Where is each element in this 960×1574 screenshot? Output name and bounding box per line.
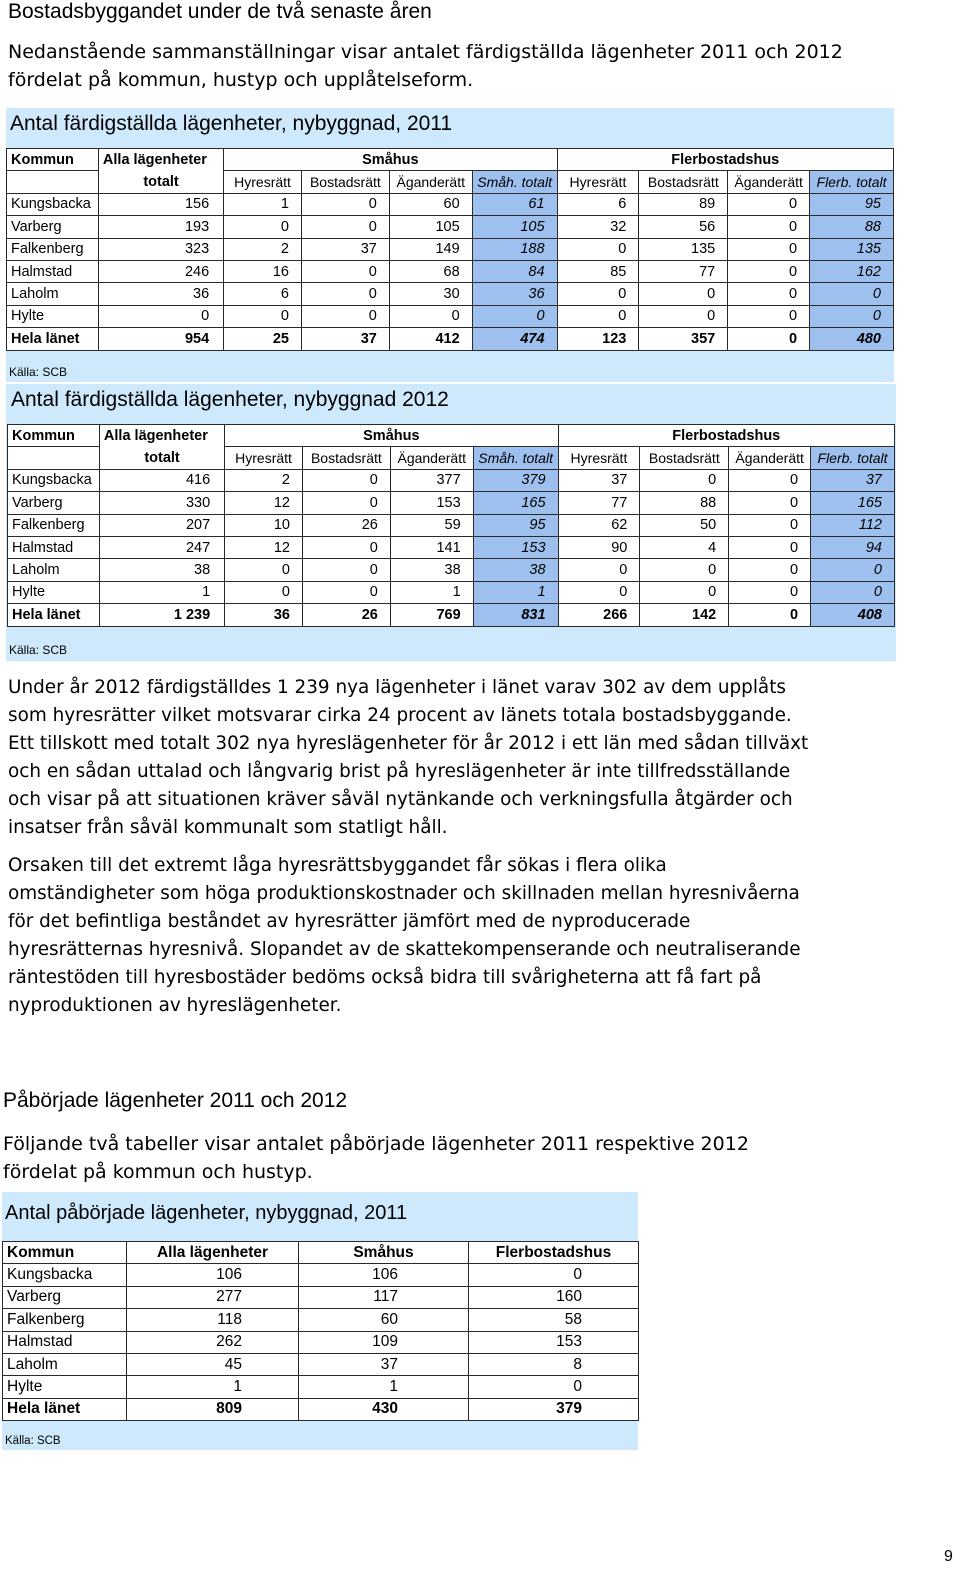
- source-label: Källa: SCB: [5, 1435, 61, 1447]
- table-cell: 0: [728, 193, 810, 215]
- table-cell: 153: [390, 492, 473, 514]
- row-label-kommun: Falkenberg: [7, 238, 99, 260]
- table-cell: 0: [98, 305, 223, 327]
- paragraph-line: Ett tillskott med totalt 302 nya hyreslägenheter för år 2012 i ett län med sådan tillväxt: [8, 733, 809, 754]
- table-total-row: [7, 328, 894, 350]
- table-cell: 357: [639, 328, 728, 350]
- row-label-kommun: Hela länet: [7, 328, 99, 350]
- table-cell: 2: [225, 469, 303, 491]
- row-label-kommun: Halmstad: [8, 536, 100, 558]
- table-cell: 769: [390, 604, 473, 626]
- table-row: [8, 581, 895, 603]
- table-cell: 4: [640, 536, 729, 558]
- table-cell: 37: [301, 238, 389, 260]
- table-title-started-2011: Antal påbörjade lägenheter, nybyggnad, 2011: [5, 1202, 408, 1224]
- row-label-kommun: Laholm: [8, 559, 100, 581]
- row-label-kommun: Falkenberg: [3, 1309, 127, 1331]
- table-cell: 0: [729, 536, 811, 558]
- header-alla-lagenheter: Alla lägenheter: [99, 425, 224, 447]
- row-label-kommun: Hela länet: [3, 1398, 127, 1420]
- table-cell: 207: [99, 514, 224, 536]
- table-row: [8, 469, 895, 491]
- table-cell: 193: [98, 216, 223, 238]
- table-title-completed-2011: Antal färdigställda lägenheter, nybyggnad, 2011: [10, 112, 453, 135]
- table-cell: 0: [302, 492, 390, 514]
- paragraph-1: [8, 674, 808, 842]
- subheader-cell: Hyresrätt: [225, 447, 303, 469]
- table-cell: 0: [301, 216, 389, 238]
- table-cell: 160: [469, 1286, 639, 1308]
- table-cell: 0: [302, 536, 390, 558]
- row-label-kommun: Hylte: [8, 581, 100, 603]
- table-cell: 26: [302, 604, 390, 626]
- table-row: [7, 283, 894, 305]
- table-cell: 106: [299, 1264, 469, 1286]
- table-cell: 95: [810, 193, 894, 215]
- table-title-completed-2012: Antal färdigställda lägenheter, nybyggnad 2012: [11, 388, 449, 411]
- row-label-kommun: Varberg: [8, 492, 100, 514]
- table-row: [7, 216, 894, 238]
- table-cell: 156: [98, 193, 223, 215]
- table-cell: 474: [472, 328, 557, 350]
- table-cell: 408: [811, 604, 895, 626]
- table-cell: 412: [389, 328, 472, 350]
- header-empty: [8, 447, 100, 469]
- table-cell: 0: [639, 305, 728, 327]
- table-cell: 77: [639, 260, 728, 282]
- paragraph-line: omständigheter som höga produktionskostnader och skillnaden mellan hyresnivåerna: [8, 883, 800, 904]
- table-cell: 954: [98, 328, 223, 350]
- table-row: [7, 193, 894, 215]
- table-header-row: [3, 1242, 639, 1264]
- table-cell: 0: [640, 559, 729, 581]
- row-label-kommun: Varberg: [3, 1286, 127, 1308]
- table-row: [3, 1309, 639, 1331]
- row-label-kommun: Laholm: [3, 1353, 127, 1375]
- table-cell: 1 239: [99, 604, 224, 626]
- table-cell: 0: [729, 492, 811, 514]
- table-cell: 1: [99, 581, 224, 603]
- subheader-cell: Hyresrätt: [224, 171, 302, 193]
- table-cell: 831: [473, 604, 558, 626]
- table-cell: 37: [299, 1353, 469, 1375]
- table-cell: 0: [639, 283, 728, 305]
- table-cell: 165: [473, 492, 558, 514]
- paragraph-line: för det befintliga beståndet av hyresrätter jämfört med de nyproducerade: [8, 911, 691, 932]
- source-label: Källa: SCB: [9, 643, 68, 657]
- table-cell: 1: [299, 1376, 469, 1398]
- table-cell: 38: [99, 559, 224, 581]
- paragraph-line: räntestöden till hyresbostäder bedöms också bidra till svårigheterna att få fart på: [8, 967, 762, 988]
- table-cell: 118: [127, 1309, 299, 1331]
- subheader-cell: Småh. totalt: [473, 447, 558, 469]
- table-cell: 0: [729, 514, 811, 536]
- table-cell: 16: [224, 260, 302, 282]
- subheader-cell: Bostadsrätt: [301, 171, 389, 193]
- header-alla-lagenheter: Alla lägenheter: [98, 149, 223, 171]
- table-cell: 36: [225, 604, 303, 626]
- header-kommun: Kommun: [3, 1242, 127, 1264]
- row-label-kommun: Halmstad: [7, 260, 99, 282]
- table-cell: 85: [557, 260, 639, 282]
- table-total-row: [3, 1398, 639, 1420]
- table-cell: 123: [557, 328, 639, 350]
- table-header-row: [7, 149, 894, 171]
- table-cell: 135: [639, 238, 728, 260]
- table-cell: 379: [473, 469, 558, 491]
- table-cell: 61: [472, 193, 557, 215]
- table-cell: 153: [469, 1331, 639, 1353]
- table-row: [3, 1331, 639, 1353]
- table-cell: 12: [225, 492, 303, 514]
- paragraph-line: nyproduktionen av hyreslägenheter.: [8, 995, 342, 1016]
- table-cell: 0: [301, 283, 389, 305]
- table-cell: 0: [811, 559, 895, 581]
- table-cell: 56: [639, 216, 728, 238]
- table-cell: 0: [302, 559, 390, 581]
- section-intro-1: [8, 38, 843, 94]
- table-cell: 1: [224, 193, 302, 215]
- table-cell: 10: [225, 514, 303, 536]
- table-row: [3, 1264, 639, 1286]
- table-cell: 0: [302, 469, 390, 491]
- table-cell: 379: [469, 1398, 639, 1420]
- header-kommun: Kommun: [8, 425, 100, 447]
- table-cell: 106: [127, 1264, 299, 1286]
- table-cell: 0: [557, 305, 639, 327]
- table-cell: 246: [98, 260, 223, 282]
- header-smahus: Småhus: [225, 425, 558, 447]
- table-cell: 0: [640, 469, 729, 491]
- subheader-cell: Äganderätt: [729, 447, 811, 469]
- table-cell: 90: [558, 536, 640, 558]
- table-cell: 0: [472, 305, 557, 327]
- table-cell: 0: [225, 581, 303, 603]
- section-heading-bostadsbyggande: Bostadsbyggandet under de två senaste åren: [8, 0, 432, 23]
- table-cell: 88: [640, 492, 729, 514]
- table-cell: 430: [299, 1398, 469, 1420]
- table-cell: 37: [811, 469, 895, 491]
- table-cell: 377: [390, 469, 473, 491]
- table-cell: 1: [390, 581, 473, 603]
- paragraph-line: hyresrätternas hyresnivå. Slopandet av de skattekompenserande och neutraliserande: [8, 939, 801, 960]
- table-cell: 141: [390, 536, 473, 558]
- paragraph-line: insatser från såväl kommunalt som statligt håll.: [8, 817, 448, 838]
- table-cell: 262: [127, 1331, 299, 1353]
- table-cell: 25: [224, 328, 302, 350]
- header-empty: [7, 171, 99, 193]
- header-smahus: Småhus: [299, 1242, 469, 1264]
- row-label-kommun: Falkenberg: [8, 514, 100, 536]
- paragraph-line: Orsaken till det extremt låga hyresrättsbyggandet får sökas i flera olika: [8, 855, 667, 876]
- subheader-cell: Hyresrätt: [558, 447, 640, 469]
- table-cell: 95: [473, 514, 558, 536]
- header-kommun: Kommun: [7, 149, 99, 171]
- table-cell: 0: [225, 559, 303, 581]
- table-row: [3, 1353, 639, 1375]
- row-label-kommun: Kungsbacka: [3, 1264, 127, 1286]
- intro-line: fördelat på kommun, hustyp och upplåtelseform.: [8, 69, 474, 91]
- table-row: [7, 260, 894, 282]
- table-cell: 0: [811, 581, 895, 603]
- page-number: 9: [944, 1548, 953, 1565]
- table-cell: 2: [224, 238, 302, 260]
- table-cell: 0: [728, 328, 810, 350]
- table-cell: 0: [224, 216, 302, 238]
- subheader-cell: Bostadsrätt: [302, 447, 390, 469]
- table-started-2011: [2, 1241, 639, 1421]
- table-cell: 0: [558, 559, 640, 581]
- table-cell: 32: [557, 216, 639, 238]
- table-cell: 50: [640, 514, 729, 536]
- subheader-cell: Bostadsrätt: [640, 447, 729, 469]
- section-heading-paborjade: Påbörjade lägenheter 2011 och 2012: [3, 1089, 348, 1112]
- table-cell: 89: [639, 193, 728, 215]
- table-cell: 88: [810, 216, 894, 238]
- row-label-kommun: Kungsbacka: [7, 193, 99, 215]
- table-cell: 38: [473, 559, 558, 581]
- table-row: [8, 559, 895, 581]
- table-cell: 12: [225, 536, 303, 558]
- table-cell: 330: [99, 492, 224, 514]
- table-cell: 0: [469, 1264, 639, 1286]
- row-label-kommun: Laholm: [7, 283, 99, 305]
- subheader-cell: Äganderätt: [390, 447, 473, 469]
- row-label-kommun: Hylte: [3, 1376, 127, 1398]
- table-cell: 809: [127, 1398, 299, 1420]
- table-row: [7, 305, 894, 327]
- table-cell: 109: [299, 1331, 469, 1353]
- table-cell: 26: [302, 514, 390, 536]
- table-cell: 149: [389, 238, 472, 260]
- header-alla-lagenheter: Alla lägenheter: [127, 1242, 299, 1264]
- intro-line: Nedanstående sammanställningar visar antalet färdigställda lägenheter 2011 och 2012: [8, 41, 843, 63]
- table-completed-2011: [6, 148, 894, 351]
- table-row: [3, 1286, 639, 1308]
- table-cell: 105: [389, 216, 472, 238]
- table-header-row: [8, 425, 895, 447]
- table-total-row: [8, 604, 895, 626]
- header-flerbostadshus: Flerbostadshus: [558, 425, 894, 447]
- row-label-kommun: Kungsbacka: [8, 469, 100, 491]
- section-intro-2: [3, 1130, 749, 1186]
- table-cell: 0: [301, 260, 389, 282]
- table-cell: 188: [472, 238, 557, 260]
- table-row: [3, 1376, 639, 1398]
- table-cell: 142: [640, 604, 729, 626]
- table-cell: 1: [127, 1376, 299, 1398]
- row-label-kommun: Hela länet: [8, 604, 100, 626]
- table-row: [7, 238, 894, 260]
- paragraph-line: Under år 2012 färdigställdes 1 239 nya lägenheter i länet varav 302 av dem upplåts: [8, 677, 786, 698]
- table-cell: 480: [810, 328, 894, 350]
- paragraph-2: [8, 852, 801, 1020]
- table-cell: 36: [472, 283, 557, 305]
- table-cell: 0: [640, 581, 729, 603]
- table-row: [8, 492, 895, 514]
- table-cell: 153: [473, 536, 558, 558]
- table-cell: 30: [389, 283, 472, 305]
- paragraph-line: och visar på att situationen kräver såväl nytänkande och verkningsfulla åtgärder och: [8, 789, 793, 810]
- table-cell: 0: [810, 305, 894, 327]
- row-label-kommun: Varberg: [7, 216, 99, 238]
- table-cell: 37: [558, 469, 640, 491]
- table-cell: 60: [389, 193, 472, 215]
- header-totalt: totalt: [98, 171, 223, 193]
- table-cell: 0: [557, 283, 639, 305]
- header-flerbostadshus: Flerbostadshus: [557, 149, 893, 171]
- table-cell: 112: [811, 514, 895, 536]
- table-cell: 0: [302, 581, 390, 603]
- paragraph-line: och en sådan uttalad och långvarig brist på hyreslägenheter är inte tillfredsställande: [8, 761, 791, 782]
- table-cell: 60: [299, 1309, 469, 1331]
- table-cell: 0: [810, 283, 894, 305]
- table-cell: 0: [729, 604, 811, 626]
- table-row: [8, 514, 895, 536]
- table-cell: 6: [557, 193, 639, 215]
- table-cell: 59: [390, 514, 473, 536]
- subheader-cell: Äganderätt: [389, 171, 472, 193]
- table-cell: 0: [389, 305, 472, 327]
- table-cell: 6: [224, 283, 302, 305]
- table-cell: 84: [472, 260, 557, 282]
- table-cell: 0: [728, 305, 810, 327]
- intro-line: fördelat på kommun och hustyp.: [3, 1161, 313, 1183]
- subheader-cell: Äganderätt: [728, 171, 810, 193]
- table-cell: 162: [810, 260, 894, 282]
- table-cell: 0: [301, 305, 389, 327]
- table-cell: 165: [811, 492, 895, 514]
- table-cell: 37: [301, 328, 389, 350]
- table-cell: 0: [469, 1376, 639, 1398]
- table-row: [8, 536, 895, 558]
- table-cell: 323: [98, 238, 223, 260]
- table-cell: 0: [728, 216, 810, 238]
- subheader-cell: Bostadsrätt: [639, 171, 728, 193]
- row-label-kommun: Hylte: [7, 305, 99, 327]
- header-totalt: totalt: [99, 447, 224, 469]
- table-cell: 0: [728, 238, 810, 260]
- table-completed-2012: [7, 424, 895, 627]
- subheader-cell: Hyresrätt: [557, 171, 639, 193]
- table-cell: 68: [389, 260, 472, 282]
- source-label: Källa: SCB: [9, 365, 68, 379]
- subheader-cell: Flerb. totalt: [811, 447, 895, 469]
- table-cell: 277: [127, 1286, 299, 1308]
- subheader-cell: Flerb. totalt: [810, 171, 894, 193]
- table-cell: 0: [728, 283, 810, 305]
- table-cell: 38: [390, 559, 473, 581]
- table-cell: 105: [472, 216, 557, 238]
- table-cell: 0: [728, 260, 810, 282]
- table-cell: 0: [558, 581, 640, 603]
- table-subheader-row: [7, 171, 894, 193]
- table-cell: 0: [729, 559, 811, 581]
- header-flerbostadshus: Flerbostadshus: [469, 1242, 639, 1264]
- table-cell: 0: [729, 581, 811, 603]
- table-cell: 1: [473, 581, 558, 603]
- table-cell: 8: [469, 1353, 639, 1375]
- table-cell: 416: [99, 469, 224, 491]
- intro-line: Följande två tabeller visar antalet påbörjade lägenheter 2011 respektive 2012: [3, 1133, 749, 1155]
- subheader-cell: Småh. totalt: [472, 171, 557, 193]
- paragraph-line: som hyresrätter vilket motsvarar cirka 24 procent av länets totala bostadsbyggande.: [8, 705, 792, 726]
- table-cell: 247: [99, 536, 224, 558]
- table-cell: 0: [224, 305, 302, 327]
- table-cell: 135: [810, 238, 894, 260]
- table-cell: 45: [127, 1353, 299, 1375]
- table-cell: 36: [98, 283, 223, 305]
- table-cell: 117: [299, 1286, 469, 1308]
- row-label-kommun: Halmstad: [3, 1331, 127, 1353]
- table-cell: 0: [301, 193, 389, 215]
- table-cell: 77: [558, 492, 640, 514]
- table-subheader-row: [8, 447, 895, 469]
- header-smahus: Småhus: [224, 149, 557, 171]
- table-cell: 58: [469, 1309, 639, 1331]
- table-cell: 266: [558, 604, 640, 626]
- table-cell: 0: [557, 238, 639, 260]
- table-cell: 94: [811, 536, 895, 558]
- table-cell: 62: [558, 514, 640, 536]
- table-cell: 0: [729, 469, 811, 491]
